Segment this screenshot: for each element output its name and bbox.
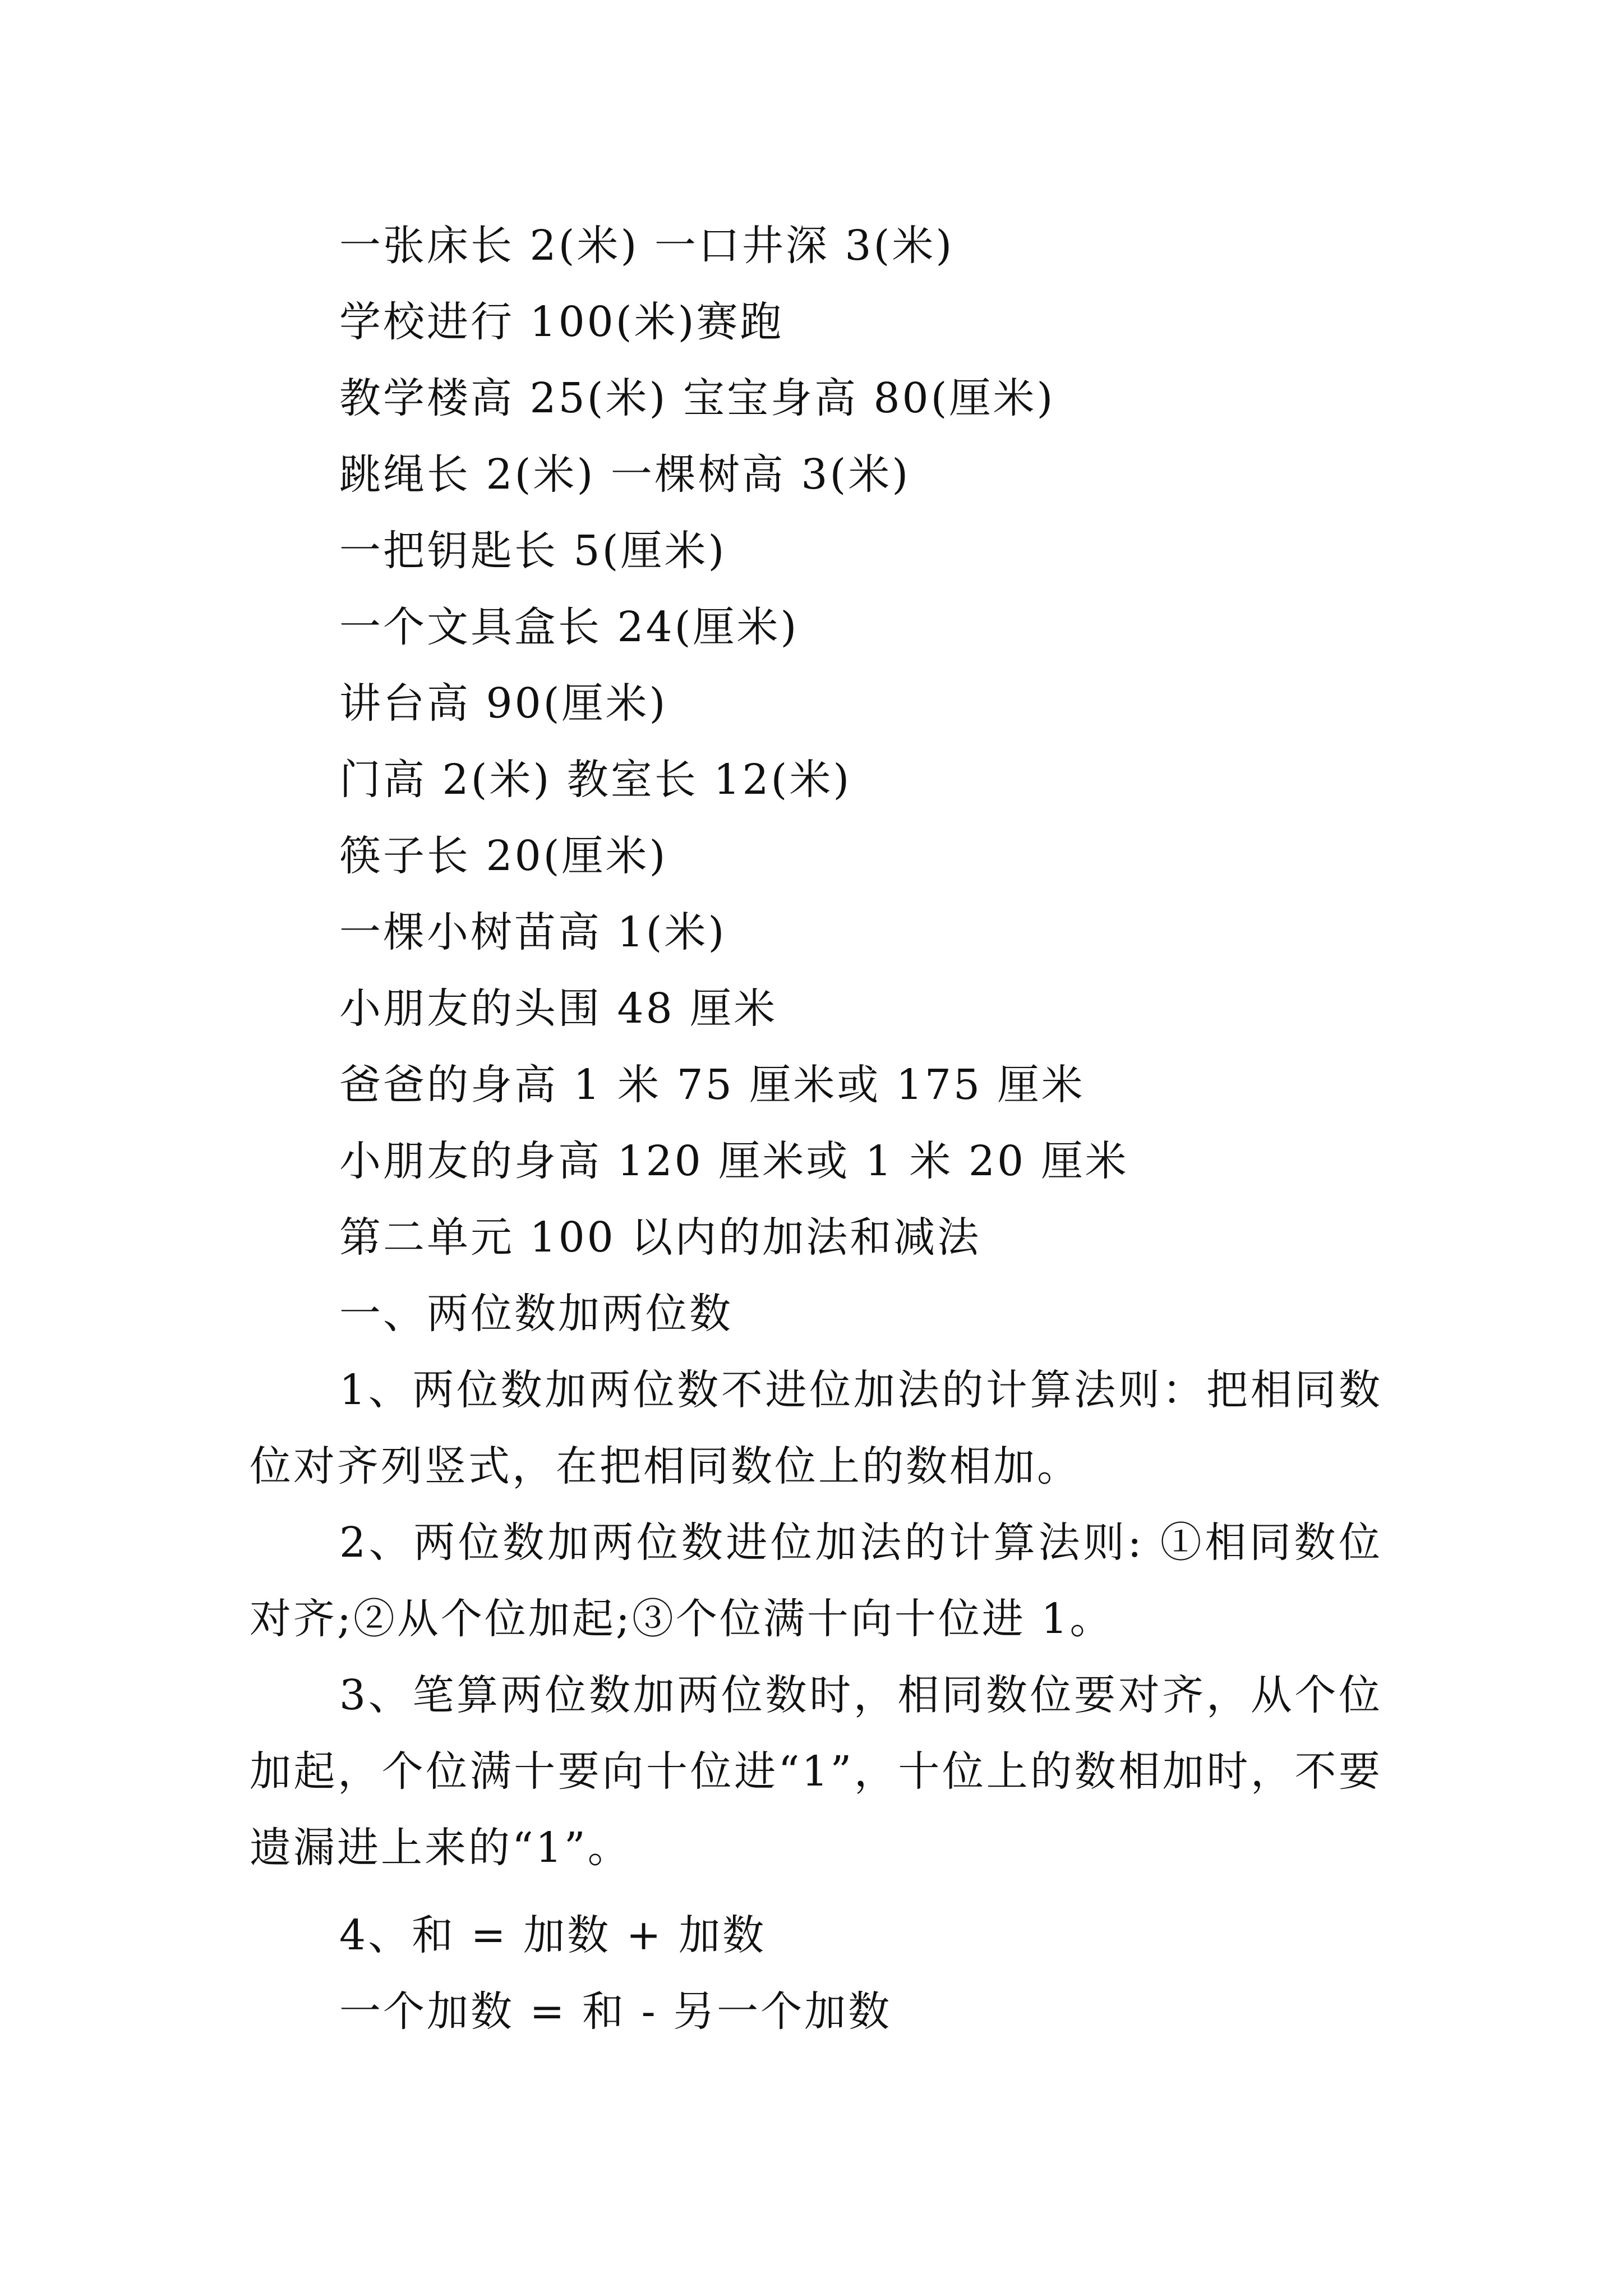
text-line: 筷子长 20(厘米) xyxy=(339,832,668,880)
text-line: 跳绳长 2(米) 一棵树高 3(米) xyxy=(339,450,911,499)
section-heading: 第二单元 100 以内的加法和减法 xyxy=(339,1213,981,1262)
text-line: 小朋友的头围 48 厘米 xyxy=(339,984,778,1033)
text-line: 小朋友的身高 120 厘米或 1 米 20 厘米 xyxy=(339,1137,1129,1185)
text-line: 一把钥匙长 5(厘米) xyxy=(339,527,727,575)
paragraph: 1、两位数加两位数不进位加法的计算法则：把相同数位对齐列竖式，在把相同数位上的数相加。 xyxy=(250,1366,1382,1490)
text-line: 爸爸的身高 1 米 75 厘米或 175 厘米 xyxy=(339,1061,1085,1109)
text-line: 一个文具盒长 24(厘米) xyxy=(339,603,799,651)
paragraph: 2、两位数加两位数进位加法的计算法则: ①相同数位对齐;②从个位加起;③个位满十向十位进 1。 xyxy=(250,1519,1382,1643)
paragraph: 3、笔算两位数加两位数时，相同数位要对齐，从个位加起，个位满十要向十位进“1”，十位上的数相加时，不要遗漏进上来的“1”。 xyxy=(250,1671,1382,1872)
text-line: 门高 2(米) 教室长 12(米) xyxy=(339,756,852,804)
text-line: 一棵小树苗高 1(米) xyxy=(339,908,727,956)
subsection-heading: 一、两位数加两位数 xyxy=(339,1290,733,1338)
document-body xyxy=(250,208,1382,2050)
formula-line: 4、和 = 加数 + 加数 xyxy=(339,1911,767,1959)
text-line: 学校进行 100(米)赛跑 xyxy=(339,298,784,346)
text-line: 讲台高 90(厘米) xyxy=(339,679,668,728)
text-line: 一张床长 2(米) 一口井深 3(米) xyxy=(339,222,955,270)
text-line: 教学楼高 25(米) 宝宝身高 80(厘米) xyxy=(339,374,1055,422)
formula-line: 一个加数 = 和 - 另一个加数 xyxy=(339,1987,892,2036)
